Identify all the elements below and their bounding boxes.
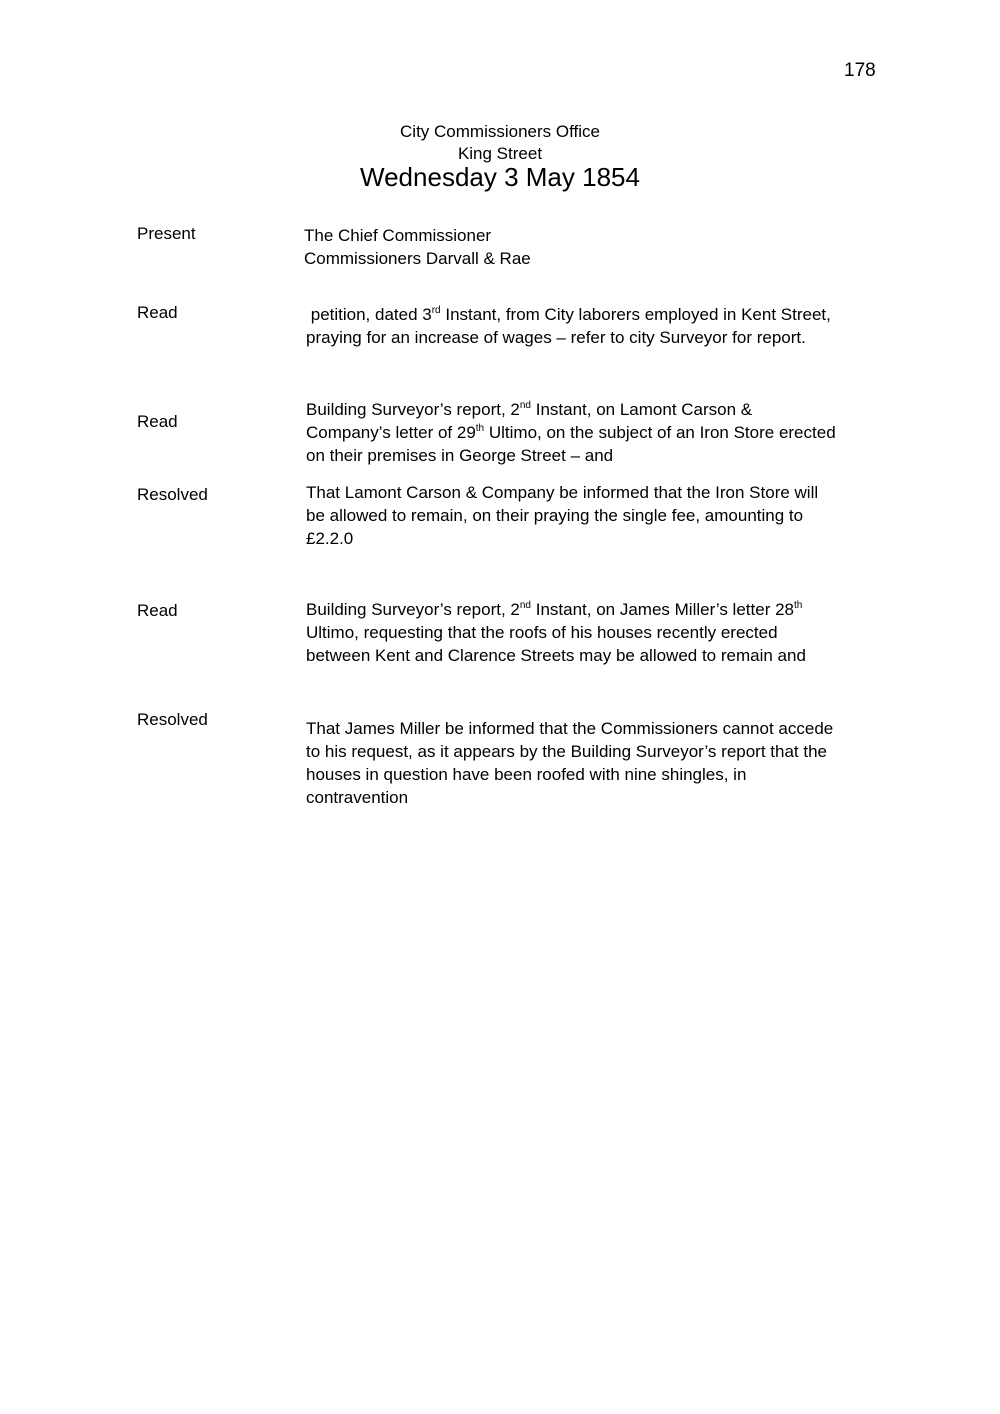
resolved-label: Resolved — [137, 485, 208, 504]
text-fragment: Company’s letter of 29 — [306, 423, 476, 442]
text-line — [306, 398, 896, 421]
present-label: Present — [137, 224, 196, 243]
text-fragment: Instant, on James Miller’s letter 28 — [531, 600, 794, 619]
ordinal-suffix: th — [794, 600, 803, 611]
text-line: £2.2.0 — [306, 529, 354, 548]
present-line: Commissioners Darvall & Rae — [304, 249, 531, 268]
office-name: City Commissioners Office — [400, 122, 600, 141]
text-fragment: Building Surveyor’s report, 2 — [306, 400, 520, 419]
text-fragment: Instant, on Lamont Carson & — [531, 400, 753, 419]
ordinal-suffix: th — [475, 423, 485, 434]
text-line: on their premises in George Street – and — [306, 446, 614, 465]
text-fragment: petition, dated 3 — [310, 305, 432, 324]
read-label: Read — [137, 412, 178, 431]
read-label: Read — [137, 601, 178, 620]
text-line: between Kent and Clarence Streets may be allowed to remain and — [306, 646, 806, 665]
resolved-entry-text — [306, 481, 896, 550]
text-line: contravention — [306, 788, 409, 807]
text-fragment: Instant, from City laborers employed in Kent Street, — [440, 305, 831, 324]
text-line: to his request, as it appears by the Building Surveyor’s report that the — [306, 742, 827, 761]
text-fragment: Ultimo, on the subject of an Iron Store erected — [484, 423, 836, 442]
page-number: 178 — [844, 60, 876, 81]
read-entry-text — [306, 398, 896, 467]
text-line — [306, 421, 896, 444]
present-list — [304, 224, 894, 270]
read-entry-text — [306, 303, 896, 349]
read-entry-text — [306, 598, 896, 667]
text-line: praying for an increase of wages – refer to city Surveyor for report. — [306, 328, 806, 347]
text-line: That James Miller be informed that the Commissioners cannot accede — [306, 719, 834, 738]
text-line: Ultimo, requesting that the roofs of his houses recently erected — [306, 623, 778, 642]
text-line: houses in question have been roofed with nine shingles, in — [306, 765, 747, 784]
ordinal-suffix: nd — [519, 400, 531, 411]
office-street: King Street — [457, 144, 543, 163]
text-line — [306, 303, 896, 326]
resolved-entry-text — [306, 717, 896, 809]
text-line: be allowed to remain, on their praying the single fee, amounting to — [306, 506, 804, 525]
read-label: Read — [137, 303, 178, 322]
text-line — [306, 598, 896, 621]
present-line: The Chief Commissioner — [304, 226, 492, 245]
meeting-date: Wednesday 3 May 1854 — [360, 162, 640, 192]
resolved-label: Resolved — [137, 710, 208, 729]
text-line: That Lamont Carson & Company be informed that the Iron Store will — [306, 483, 819, 502]
office-header — [0, 121, 1000, 165]
ordinal-suffix: rd — [431, 305, 441, 316]
ordinal-suffix: nd — [519, 600, 531, 611]
text-fragment: Building Surveyor’s report, 2 — [306, 600, 520, 619]
